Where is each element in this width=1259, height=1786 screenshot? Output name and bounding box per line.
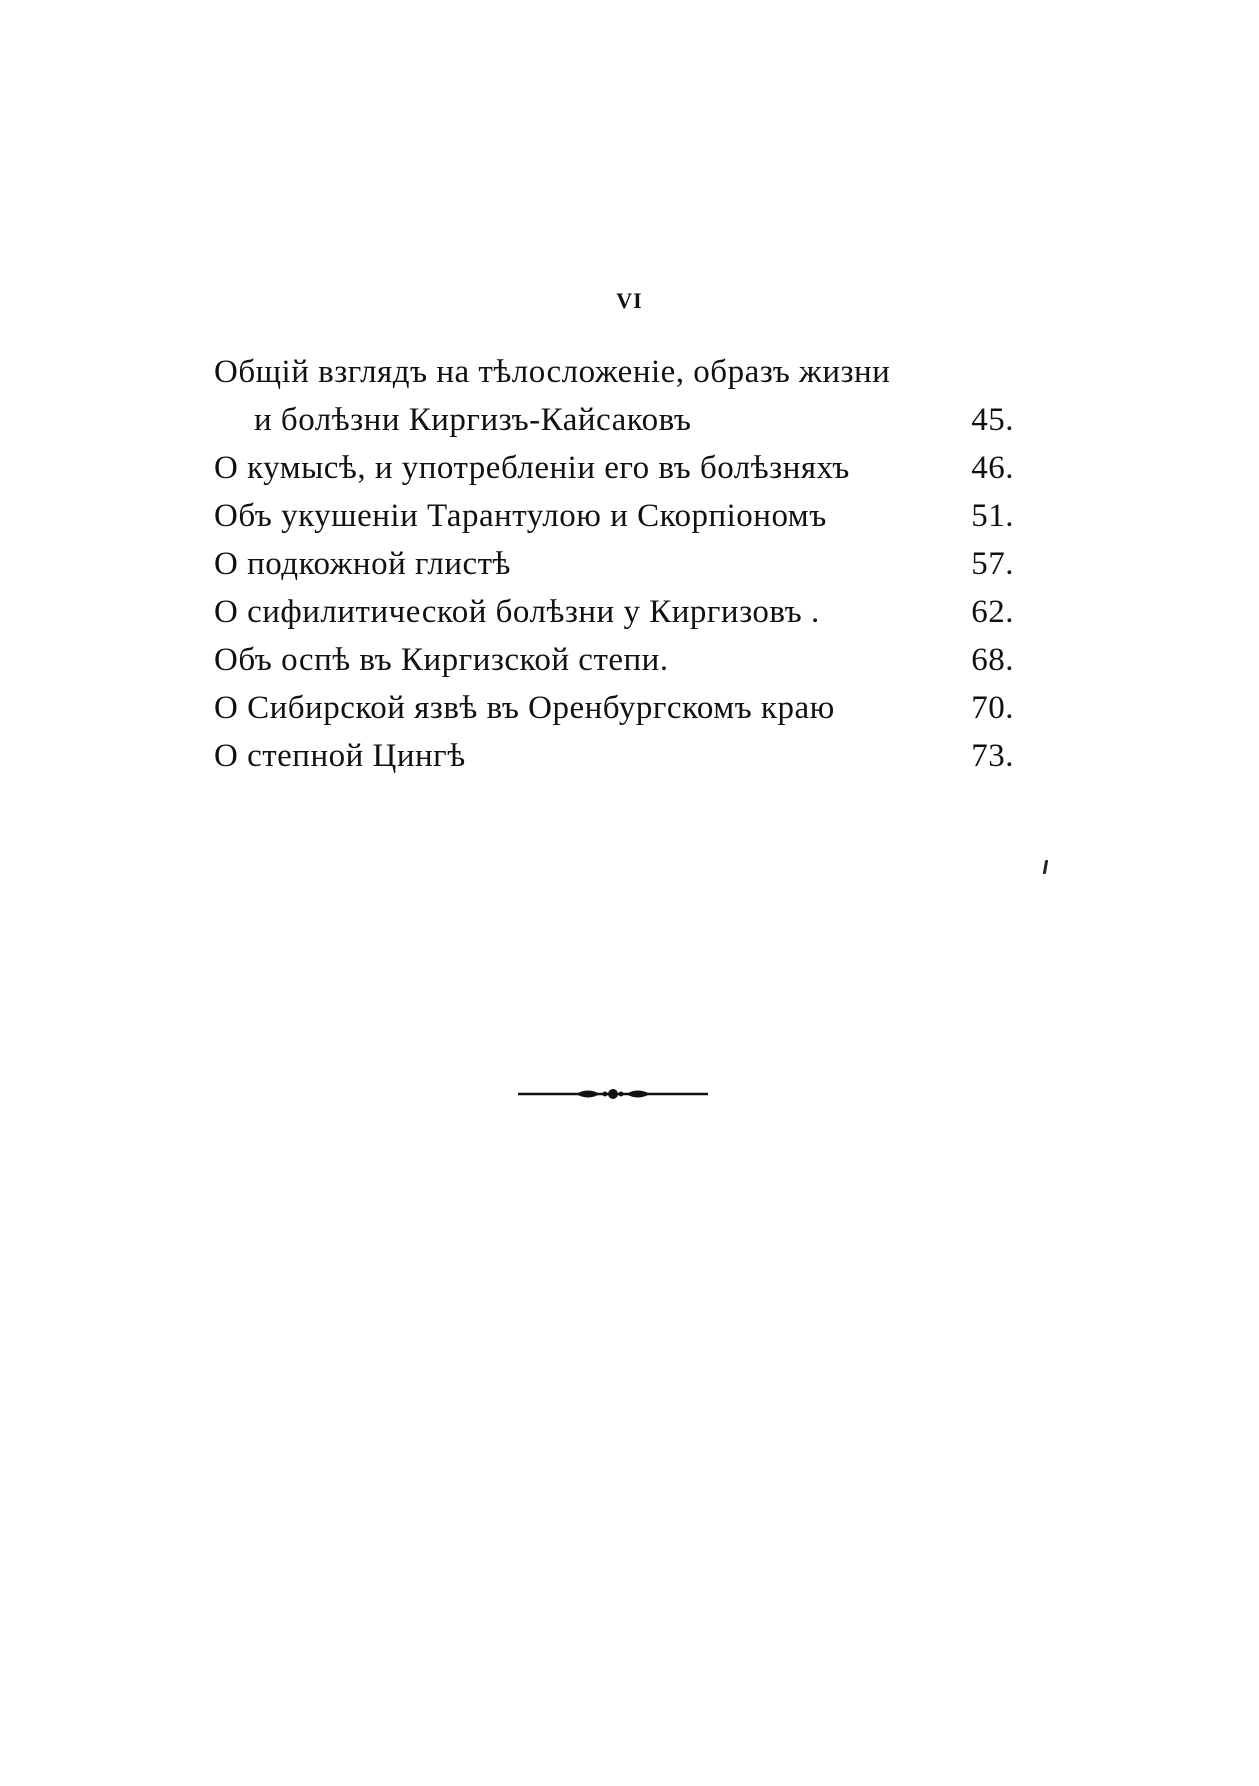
table-of-contents: [214, 348, 1014, 780]
toc-page-number: 45.: [971, 402, 1014, 438]
toc-entry-title: Объ укушеніи Тарантулою и Скорпіономъ: [214, 498, 827, 534]
toc-entry: [214, 588, 1014, 636]
toc-entry-title: О кумысѣ, и употребленіи его въ болѣзняхъ: [214, 450, 850, 486]
toc-entry: [214, 444, 1014, 492]
toc-entry: [214, 732, 1014, 780]
toc-entry-title: Общій взглядъ на тѣлосложеніе, образъ жизни: [214, 354, 891, 390]
toc-page-number: 73.: [971, 738, 1014, 774]
stray-ink-mark: [1043, 860, 1048, 874]
toc-entry-title: О степной Цингѣ: [214, 738, 466, 774]
toc-entry-title: О подкожной глистѣ: [214, 546, 511, 582]
toc-page-number: 51.: [971, 498, 1014, 534]
ornament-divider: [518, 1084, 708, 1104]
toc-page-number: 68.: [971, 642, 1014, 678]
toc-entry: [214, 636, 1014, 684]
page-number: VI: [616, 288, 643, 313]
toc-entry: [214, 348, 1014, 444]
toc-entry-title: О Сибирской язвѣ въ Оренбургскомъ краю: [214, 690, 835, 726]
toc-page-number: 70.: [971, 690, 1014, 726]
toc-entry-title: О сифилитической болѣзни у Киргизовъ .: [214, 594, 820, 630]
toc-entry: [214, 492, 1014, 540]
toc-page-number: 62.: [971, 594, 1014, 630]
toc-page-number: 57.: [971, 546, 1014, 582]
toc-entry: [214, 540, 1014, 588]
toc-entry-title-continuation: и болѣзни Киргизъ-Кайсаковъ: [254, 402, 692, 438]
toc-entry: [214, 684, 1014, 732]
toc-page-number: 46.: [971, 450, 1014, 486]
toc-entry-title: Объ оспѣ въ Киргизской степи.: [214, 642, 669, 678]
